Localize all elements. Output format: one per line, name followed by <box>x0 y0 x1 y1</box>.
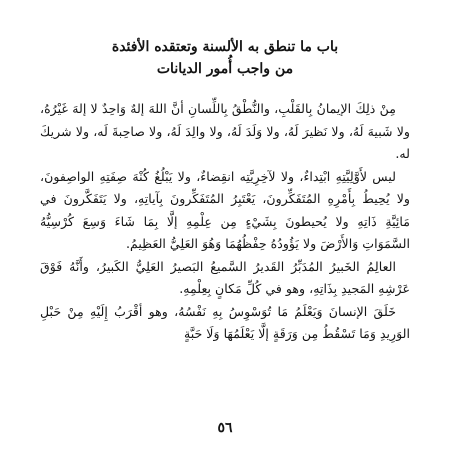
page-number: ٥٦ <box>217 420 233 436</box>
paragraph-2: ليس لأَوَّلِيَّتِهِ ابْتِداءٌ، ولا لآخِرِيَّتِه انقِضاءٌ، ولا يَبْلُغُ كُنْهَ صِفَتِهِ الواصِفونَ، ولا يُحِيطُ بِأَمْرِهِ المُتَفَكِّرونَ، يَعْتَبِرُ المُتَفَكِّرونَ بِآياتِهِ، ولا يَتَفَكَّرونَ في مَائِيَّةِ ذَاتِهِ ولا يُحيطونَ بِشَيْءٍ مِن عِلْمِهِ إلَّا بِمَا شَاءَ وَسِعَ كُرْسِيُّهُ السَّمَوَاتِ وَالأَرْضَ ولا يَؤُودُهُ حِفْظُهُمَا وَهُوَ العَلِيُّ العَظِيمُ. <box>40 168 410 251</box>
paragraph-4: خَلَقَ الإنسانَ وَيَعْلَمُ مَا تُوَسْوِسُ بِهِ نَفْسُهُ، وهو أقْرَبُ إِلَيْهِ مِنْ حَبْلِ الوَرِيدِ وَمَا تَسْقُطُ مِن وَرَقَةٍ إلَّا يَعْلَمُهَا وَلَا حَبَّةٍ <box>40 303 410 341</box>
body-text <box>40 98 410 346</box>
chapter-heading-line-1: باب ما تنطق به الألسنة وتعتقده الأفئدة <box>111 39 339 55</box>
chapter-heading-line-2: من واجب أُمور الديانات <box>156 61 294 77</box>
paragraph-3: العالِمُ الخَبيرُ المُدَبِّرُ القَديرُ السَّميعُ البَصيرُ العَلِيُّ الكَبيرُ، وأَنَّهُ فَوْقَ عَرْشِهِ المَجيدِ بِذَاتِهِ، وهو في كُلِّ مَكانٍ بِعِلْمِهِ. <box>40 258 410 296</box>
paragraph-1: مِنْ ذلِكَ الإيمانُ بِالقَلْبِ، والنُّطْقُ بِاللِّسانِ أنَّ اللهَ إلهٌ وَاحِدٌ لا إلهَ غَيْرُهُ، ولا شَبيهَ لَهُ، ولا نَظيرَ لَهُ، ولا وَلَدَ لَهُ، ولا والِدَ لَهُ، ولا صاحِبةَ لَه، ولا شريكَ له. <box>40 101 410 161</box>
